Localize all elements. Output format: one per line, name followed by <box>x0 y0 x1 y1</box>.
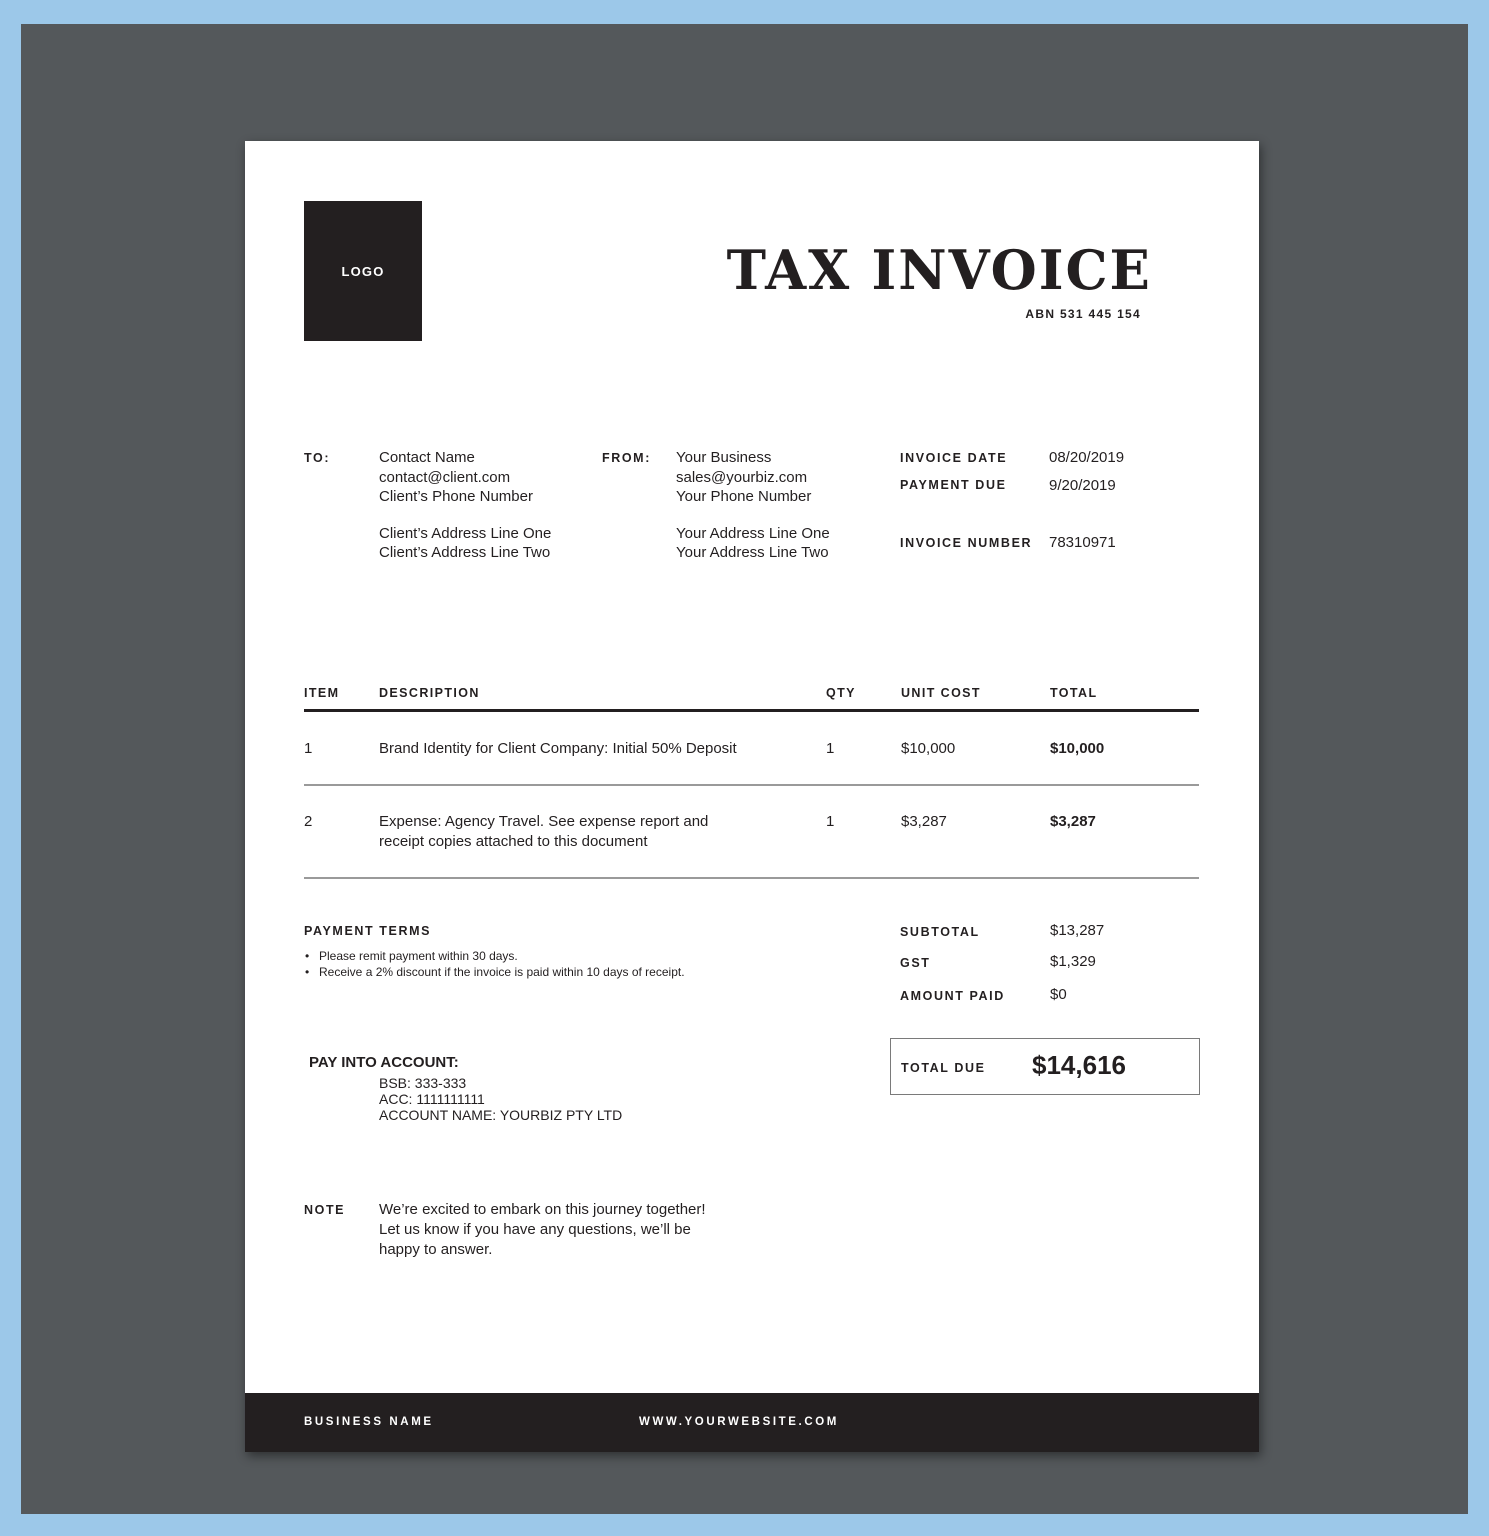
account-details <box>379 1075 622 1123</box>
header-description: DESCRIPTION <box>379 686 480 700</box>
to-phone: Client’s Phone Number <box>379 488 533 505</box>
gst-label: GST <box>900 956 931 970</box>
row-unit-cost: $3,287 <box>901 813 947 830</box>
account-number: ACC: 1111111111 <box>379 1091 485 1107</box>
to-block <box>379 448 551 563</box>
subtotal-label: SUBTOTAL <box>900 925 980 939</box>
header-total: TOTAL <box>1050 686 1098 700</box>
invoice-title: TAX INVOICE <box>726 238 1152 302</box>
subtotal-value: $13,287 <box>1050 922 1105 939</box>
footer-business-name: BUSINESS NAME <box>304 1416 434 1428</box>
from-address-1: Your Address Line One <box>676 524 830 542</box>
note-line-2: Let us know if you have any questions, we’ll be <box>379 1221 691 1238</box>
row-qty: 1 <box>826 740 835 757</box>
page-footer <box>245 1393 1259 1452</box>
logo-placeholder <box>304 201 422 341</box>
canvas-frame <box>21 24 1468 1514</box>
invoice-number-value: 78310971 <box>1049 534 1116 551</box>
from-business-name: Your Business <box>676 449 772 466</box>
invoice-number-label: INVOICE NUMBER <box>900 536 1033 550</box>
invoice-page <box>245 141 1259 1452</box>
table-row <box>304 786 1199 879</box>
to-contact-name: Contact Name <box>379 449 475 466</box>
from-email: sales@yourbiz.com <box>676 468 808 486</box>
note-text <box>379 1200 706 1260</box>
row-item: 1 <box>304 740 313 757</box>
row-qty: 1 <box>826 813 835 830</box>
payment-due-label: PAYMENT DUE <box>900 478 1007 492</box>
line-items-header <box>304 684 1199 712</box>
note-label: NOTE <box>304 1203 346 1217</box>
payment-terms-list <box>304 948 685 980</box>
note-line-1: We’re excited to embark on this journey together! <box>379 1201 706 1218</box>
amount-paid-value: $0 <box>1050 986 1067 1003</box>
pay-into-account-label: PAY INTO ACCOUNT: <box>309 1054 459 1071</box>
to-email: contact@client.com <box>379 468 511 486</box>
payment-due-value: 9/20/2019 <box>1049 477 1116 494</box>
invoice-date-label: INVOICE DATE <box>900 451 1008 465</box>
row-total: $3,287 <box>1050 813 1096 830</box>
row-description-line-1: Expense: Agency Travel. See expense report and <box>379 813 709 830</box>
note-line-3: happy to answer. <box>379 1241 493 1258</box>
to-address-1: Client’s Address Line One <box>379 524 552 542</box>
abn-number: ABN 531 445 154 <box>1025 307 1141 321</box>
total-due-value: $14,616 <box>1032 1050 1126 1080</box>
payment-term-item: • Receive a 2% discount if the invoice is paid within 10 days of receipt. <box>304 964 685 980</box>
account-bsb: BSB: 333-333 <box>379 1075 467 1091</box>
header-qty: QTY <box>826 686 856 700</box>
invoice-date-value: 08/20/2019 <box>1049 449 1125 466</box>
account-name: ACCOUNT NAME: YOURBIZ PTY LTD <box>379 1107 623 1123</box>
row-description-line-2: receipt copies attached to this document <box>379 833 648 850</box>
to-label: TO: <box>304 451 331 465</box>
from-label: FROM: <box>602 451 651 465</box>
row-total: $10,000 <box>1050 740 1105 757</box>
footer-website: WWW.YOURWEBSITE.COM <box>639 1416 839 1428</box>
gst-value: $1,329 <box>1050 953 1096 970</box>
row-description <box>379 812 708 852</box>
logo-label: LOGO <box>341 263 385 279</box>
table-row <box>304 713 1199 786</box>
payment-terms-label: PAYMENT TERMS <box>304 924 432 938</box>
from-block <box>676 448 830 563</box>
to-address-2: Client’s Address Line Two <box>379 544 551 561</box>
row-description: Brand Identity for Client Company: Initial 50% Deposit <box>379 740 737 757</box>
from-address-2: Your Address Line Two <box>676 544 829 561</box>
row-item: 2 <box>304 813 313 830</box>
row-unit-cost: $10,000 <box>901 740 956 757</box>
amount-paid-label: AMOUNT PAID <box>900 989 1005 1003</box>
payment-term-item: • Please remit payment within 30 days. <box>304 948 685 964</box>
total-due-label: TOTAL DUE <box>901 1061 986 1075</box>
total-due-box <box>890 1038 1200 1095</box>
from-phone: Your Phone Number <box>676 488 812 505</box>
header-unit-cost: UNIT COST <box>901 686 981 700</box>
header-item: ITEM <box>304 686 340 700</box>
